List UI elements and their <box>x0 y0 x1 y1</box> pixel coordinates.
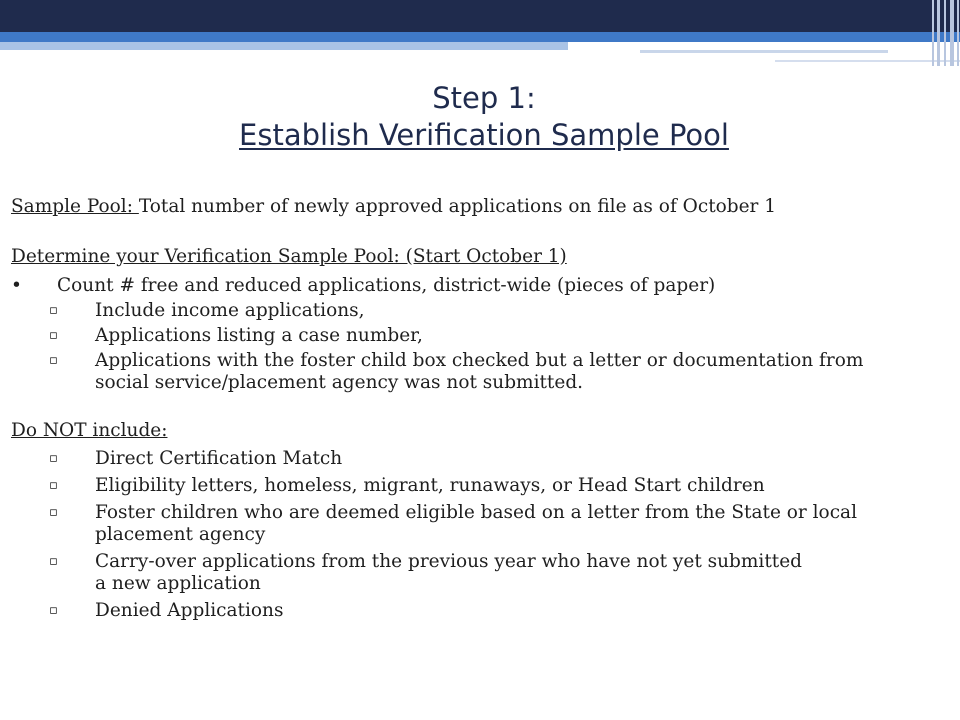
include-item-text: Applications listing a case number, <box>95 325 423 346</box>
sub-marker: ▫ <box>49 451 58 466</box>
title-line-1: Step 1: <box>432 81 536 115</box>
header-bar-white <box>568 42 960 50</box>
exclude-item <box>11 448 951 470</box>
exclude-item <box>11 502 885 546</box>
include-item <box>11 300 951 322</box>
exclude-item-text: Foster children who are deemed eligible based on a letter from the State or local placement agency <box>95 502 857 545</box>
header-accent-line <box>640 50 888 53</box>
exclude-item-text: Eligibility letters, homeless, migrant, runaways, or Head Start children <box>95 475 765 496</box>
include-item-text: Include income applications, <box>95 300 365 321</box>
header-bar-blue <box>0 32 960 42</box>
sub-marker: ▫ <box>49 328 58 343</box>
title-line-2: Establish Verification Sample Pool <box>239 118 729 152</box>
slide-title <box>0 80 960 154</box>
do-not-include-heading: Do NOT include: <box>11 420 168 441</box>
exclude-item-text: Denied Applications <box>95 600 284 621</box>
header-stripes <box>930 0 960 66</box>
count-bullet-text: Count # free and reduced applications, district-wide (pieces of paper) <box>57 275 716 296</box>
sub-marker: ▫ <box>49 353 58 368</box>
sub-marker: ▫ <box>49 554 58 569</box>
sub-marker: ▫ <box>49 505 58 520</box>
sample-pool-definition <box>11 196 951 218</box>
exclude-item <box>11 600 951 622</box>
exclude-item-text: Direct Certification Match <box>95 448 343 469</box>
sample-pool-text: Total number of newly approved applications on file as of October 1 <box>138 196 777 217</box>
sub-marker: ▫ <box>49 478 58 493</box>
sub-marker: ▫ <box>49 303 58 318</box>
header-bar-light <box>0 42 568 50</box>
count-bullet <box>11 275 951 297</box>
exclude-item <box>11 475 951 497</box>
sample-pool-label: Sample Pool: <box>11 196 139 217</box>
exclude-item <box>11 551 815 595</box>
include-item <box>11 350 875 394</box>
sub-marker: ▫ <box>49 603 58 618</box>
bullet-marker: • <box>11 275 22 296</box>
include-item-text: Applications with the foster child box checked but a letter or documentation from social service/placement agency was not submitted. <box>95 350 864 393</box>
determine-heading: Determine your Verification Sample Pool: (Start October 1) <box>11 246 567 267</box>
slide-body <box>11 196 951 622</box>
exclude-item-text: Carry-over applications from the previous year who have not yet submitted a new application <box>95 551 803 594</box>
include-item <box>11 325 951 347</box>
header-bar-dark <box>0 0 960 32</box>
